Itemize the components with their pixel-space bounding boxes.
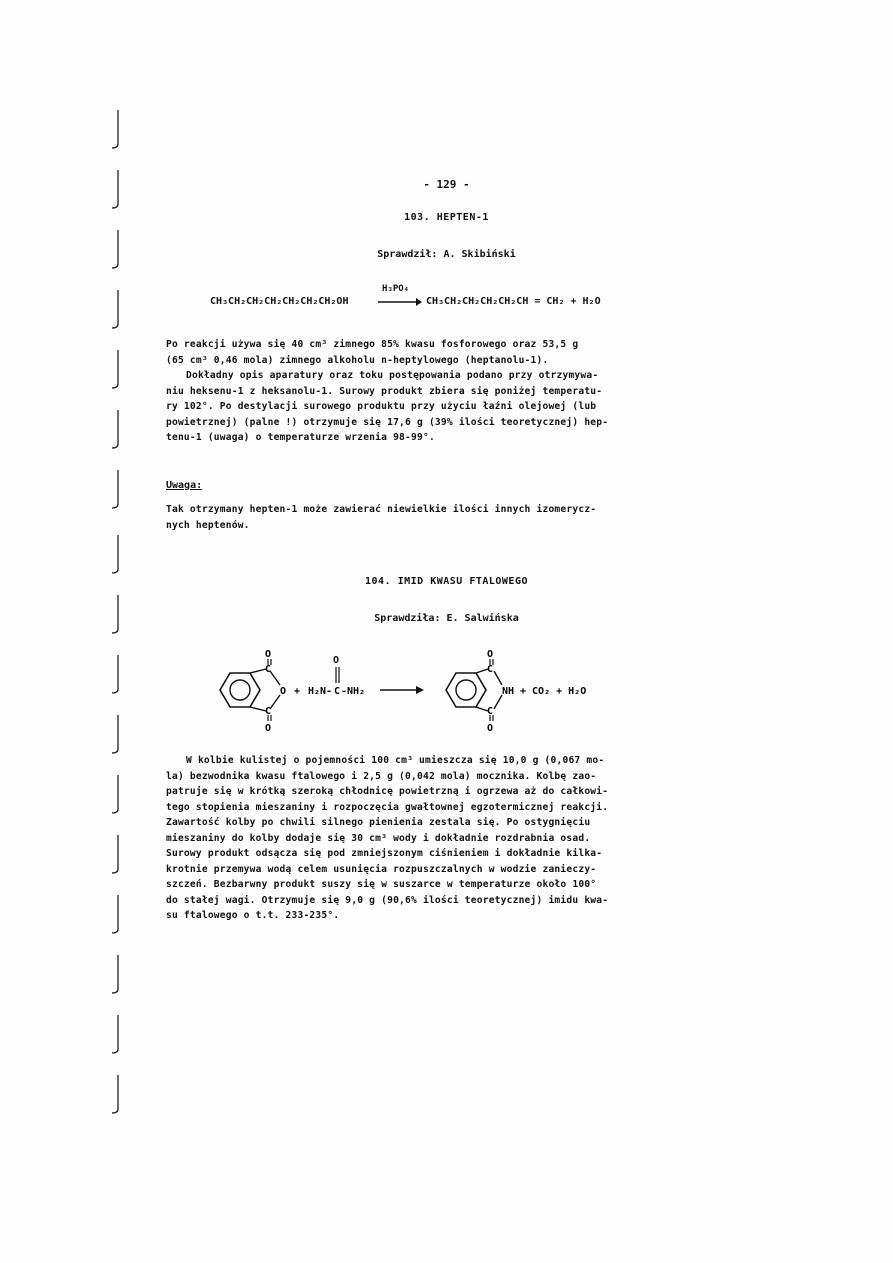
text-line: do stałej wagi. Otrzymuje się 9,0 g (90,6% ilości teoretycznej) imidu kwa- — [166, 894, 609, 906]
svg-text:NH: NH — [502, 686, 515, 697]
text-line: tenu-1 (uwaga) o temperaturze wrzenia 98-99°. — [166, 432, 435, 443]
binder-mark — [108, 655, 122, 695]
text-line: la) bezwodnika kwasu ftalowego i 2,5 g (0,042 mola) mocznika. Kolbę zao- — [166, 770, 597, 782]
svg-text:O: O — [333, 655, 340, 666]
svg-text:-NH₂: -NH₂ — [341, 686, 366, 697]
paragraph-hepten — [166, 337, 696, 446]
binder-mark — [108, 410, 122, 450]
binder-mark — [108, 1075, 122, 1115]
text-line: Dokładny opis aparatury oraz toku postępowania podano przy otrzymywa- — [186, 370, 599, 381]
urea-structure — [308, 655, 365, 697]
reaction-arrow — [378, 297, 422, 307]
binder-mark — [108, 470, 122, 510]
text-line: Po reakcji używa się 40 cm³ zimnego 85% kwasu fosforowego oraz 53,5 g — [166, 339, 579, 350]
text-line: Tak otrzymany hepten-1 może zawierać niewielkie ilości innych izomerycz- — [166, 504, 597, 515]
paragraph-imid — [166, 753, 696, 924]
text-line: W kolbie kulistej o pojemności 100 cm³ umieszcza się 10,0 g (0,067 mo- — [186, 755, 605, 766]
binder-mark — [108, 775, 122, 815]
section-title-imid: 104. IMID KWASU FTALOWEGO — [364, 576, 528, 587]
checked-by-skibinski: Sprawdził: A. Skibiński — [377, 249, 516, 260]
binder-mark — [108, 350, 122, 390]
section-title-hepten: 103. HEPTEN-1 — [404, 212, 489, 223]
binder-mark — [108, 290, 122, 330]
text-line: su ftalowego o t.t. 233-235°. — [166, 910, 340, 921]
note-text — [166, 502, 696, 533]
text-line: krotnie przemywa wodą celem usunięcia rozpuszczalnych w wodzie zanieczy- — [166, 863, 597, 875]
phthalic-anhydride-structure — [220, 649, 286, 734]
reaction-reactant: CH₃CH₂CH₂CH₂CH₂CH₂CH₂OH — [210, 296, 349, 307]
svg-text:H₂N-: H₂N- — [308, 686, 333, 697]
svg-text:C: C — [265, 706, 272, 717]
text-line: ry 102°. Po destylacji surowego produktu przy użyciu łaźni olejowej (lub — [166, 401, 597, 412]
binder-mark — [108, 1015, 122, 1055]
svg-text:O: O — [487, 723, 494, 734]
text-line: tego stopienia mieszaniny i rozpoczęcia gwałtownej egzotermicznej reakcji. — [166, 801, 609, 813]
phthalimide-reaction-scheme — [200, 645, 620, 735]
svg-text:C: C — [487, 664, 494, 675]
text-line: niu heksenu-1 z heksanolu-1. Surowy produkt zbiera się poniżej temperatu- — [166, 385, 603, 397]
binder-mark — [108, 535, 122, 575]
text-line: Zawartość kolby po chwili silnego pienienia zestala się. Po ostygnięciu — [166, 817, 591, 828]
phthalimide-structure — [446, 649, 514, 734]
reaction-product: CH₃CH₂CH₂CH₂CH₂CH = CH₂ + H₂O — [426, 296, 601, 307]
svg-text:C: C — [487, 706, 494, 717]
page-number: - 129 - — [423, 178, 470, 191]
text-line: mieszaniny do kolby dodaje się 30 cm³ wody i dokładnie rozdrabnia osad. — [166, 832, 591, 844]
binder-mark — [108, 110, 122, 150]
svg-text:O: O — [280, 686, 287, 697]
svg-text:+ CO₂ + H₂O: + CO₂ + H₂O — [520, 686, 587, 697]
svg-text:+: + — [294, 686, 301, 697]
text-line: patruje się w krótką szeroką chłodnicę powietrzną i ogrzewa aż do całkowi- — [166, 786, 609, 797]
binder-mark — [108, 955, 122, 995]
text-line: powietrznej) (palne !) otrzymuje się 17,6 g (39% ilości teoretycznej) hep- — [166, 416, 609, 428]
reaction-reagent: H₃PO₄ — [382, 284, 410, 294]
note-label: Uwaga: — [166, 480, 203, 491]
svg-text:O: O — [265, 649, 272, 660]
text-line: szczeń. Bezbarwny produkt suszy się w suszarce w temperaturze około 100° — [166, 879, 597, 890]
svg-text:C: C — [265, 664, 272, 675]
binder-mark — [108, 835, 122, 875]
binder-mark — [108, 895, 122, 935]
text-line: nych heptenów. — [166, 519, 250, 531]
svg-text:O: O — [487, 649, 494, 660]
text-line: Surowy produkt odsącza się pod zmniejszonym ciśnieniem i dokładnie kilka- — [166, 848, 603, 859]
checked-by-salwinska: Sprawdziła: E. Salwińska — [374, 613, 519, 624]
text-line: (65 cm³ 0,46 mola) zimnego alkoholu n-heptylowego (heptanolu-1). — [166, 354, 549, 366]
svg-text:C: C — [334, 686, 341, 697]
svg-text:O: O — [265, 723, 272, 734]
binder-mark — [108, 715, 122, 755]
